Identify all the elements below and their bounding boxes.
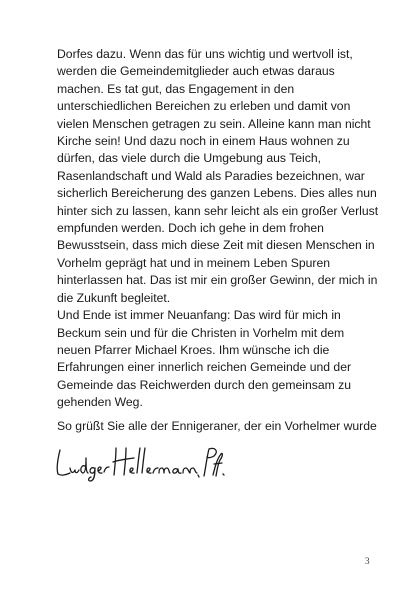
handwritten-signature: [52, 444, 227, 482]
body-line: Erfahrungen einer innerlich reichen Gemeinde und der: [57, 360, 352, 375]
body-line: unterschiedlichen Bereichen zu erleben und damit von: [57, 99, 351, 114]
body-line: sicherlich Bereicherung des ganzen Lebens. Dies alles nun: [57, 186, 377, 201]
letter-body: [57, 46, 402, 412]
body-line: hinterlassen hat. Das ist mir ein großer Gewinn, der mich in: [57, 273, 378, 288]
body-line: gehenden Weg.: [57, 395, 143, 410]
body-line: hinter sich zu lassen, kann sehr leicht als ein großer Verlust: [57, 203, 379, 218]
body-line: vielen Menschen getragen zu sein. Alleine kann man nicht: [57, 116, 371, 131]
body-line: empfunden werden. Doch ich gehe in dem frohen: [57, 221, 324, 236]
body-line: Gemeinde das Reichwerden durch den gemeinsam zu: [57, 377, 352, 392]
body-line: Dorfes dazu. Wenn das für uns wichtig und wertvoll ist,: [57, 47, 353, 61]
body-line: Und Ende ist immer Neuanfang: Das wird für mich in: [57, 308, 341, 323]
body-line: Kirche sein! Und dazu noch in einem Haus wohnen zu: [57, 134, 350, 149]
body-line: die Zukunft begleitet.: [57, 290, 171, 305]
body-line: machen. Es tat gut, das Engagement in den: [57, 81, 295, 96]
body-line: werden die Gemeindemitglieder auch etwas daraus: [57, 64, 335, 79]
body-line: Rasenlandschaft und Wald als Paradies bezeichnen, war: [57, 168, 365, 183]
body-line: Vorhelm geprägt hat und in meinem Leben Spuren: [57, 255, 331, 270]
body-line: Bewusstsein, dass mich diese Zeit mit diesen Menschen in: [57, 238, 375, 253]
page-number: 3: [365, 556, 370, 566]
closing-line: So grüßt Sie alle der Ennigeraner, der ein Vorhelmer wurde: [57, 419, 377, 433]
body-line: dürfen, das viele durch die Umgebung aus Teich,: [57, 151, 321, 166]
body-line: Beckum sein und für die Christen in Vorhelm mit dem: [57, 325, 345, 340]
body-line: neuen Pfarrer Michael Kroes. Ihm wünsche ich die: [57, 342, 330, 357]
